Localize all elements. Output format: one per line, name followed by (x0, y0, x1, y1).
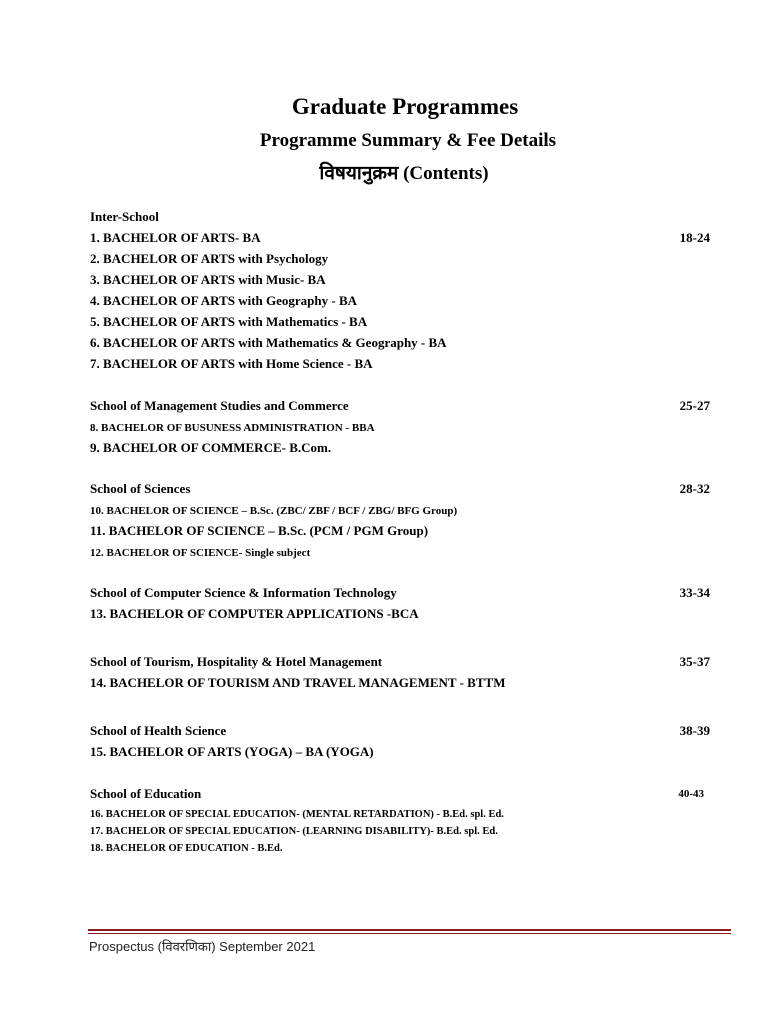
toc-item: 7. BACHELOR OF ARTS with Home Science - BA (90, 356, 373, 371)
page-range: 38-39 (679, 723, 710, 738)
page-range: 25-27 (679, 398, 710, 413)
footer-divider-thin (88, 933, 731, 934)
section-heading-sciences: School of Sciences 28-32 (90, 479, 710, 499)
toc-item: 5. BACHELOR OF ARTS with Mathematics - BA (90, 314, 368, 329)
toc-item: 3. BACHELOR OF ARTS with Music- BA (90, 272, 326, 287)
toc-item: 17. BACHELOR OF SPECIAL EDUCATION- (LEARNING DISABILITY)- B.Ed. spl. Ed. (90, 826, 498, 837)
section-heading-education: School of Education 40-43 (90, 784, 710, 804)
toc-item: 13. BACHELOR OF COMPUTER APPLICATIONS -BCA (90, 606, 419, 621)
page-range: 35-37 (679, 654, 710, 669)
page-subtitle: Programme Summary & Fee Details (259, 130, 557, 151)
toc-item: 16. BACHELOR OF SPECIAL EDUCATION- (MENTAL RETARDATION) - B.Ed. spl. Ed. (90, 809, 504, 820)
toc-item: 15. BACHELOR OF ARTS (YOGA) – BA (YOGA) (90, 744, 374, 759)
toc-item: 1. BACHELOR OF ARTS- BA 18-24 (90, 228, 710, 248)
toc-item: 2. BACHELOR OF ARTS with Psychology (90, 251, 329, 266)
toc-item: 14. BACHELOR OF TOURISM AND TRAVEL MANAGEMENT - BTTM (90, 675, 506, 690)
section-heading-computer-science: School of Computer Science & Information Technology 33-34 (90, 583, 710, 603)
page-range: 40-43 (678, 788, 704, 800)
page-range: 28-32 (679, 481, 710, 496)
toc-item: 6. BACHELOR OF ARTS with Mathematics & Geography - BA (90, 335, 447, 350)
page-range: 33-34 (679, 585, 710, 600)
page-title: Graduate Programmes (291, 94, 519, 119)
toc-item: 18. BACHELOR OF EDUCATION - B.Ed. (90, 843, 283, 854)
toc-item: 11. BACHELOR OF SCIENCE – B.Sc. (PCM / PGM Group) (90, 523, 429, 538)
page-footer: Prospectus (विवरणिका) September 2021 (89, 939, 316, 954)
toc-item: 4. BACHELOR OF ARTS with Geography - BA (90, 293, 358, 308)
section-heading-management: School of Management Studies and Commerce 25-27 (90, 396, 710, 416)
toc-item: 10. BACHELOR OF SCIENCE – B.Sc. (ZBC/ ZBF / BCF / ZBG/ BFG Group) (90, 505, 458, 517)
contents-heading: विषयानुक्रम (Contents) (319, 163, 489, 184)
section-heading-inter-school: Inter-School (90, 209, 159, 224)
page-range: 18-24 (679, 230, 710, 245)
section-heading-tourism: School of Tourism, Hospitality & Hotel Management 35-37 (90, 652, 710, 672)
section-heading-health-science: School of Health Science 38-39 (90, 721, 710, 741)
footer-divider (88, 929, 731, 931)
toc-item: 9. BACHELOR OF COMMERCE- B.Com. (90, 440, 332, 455)
toc-item: 12. BACHELOR OF SCIENCE- Single subject (90, 547, 311, 559)
toc-item: 8. BACHELOR OF BUSUNESS ADMINISTRATION - BBA (90, 422, 375, 434)
